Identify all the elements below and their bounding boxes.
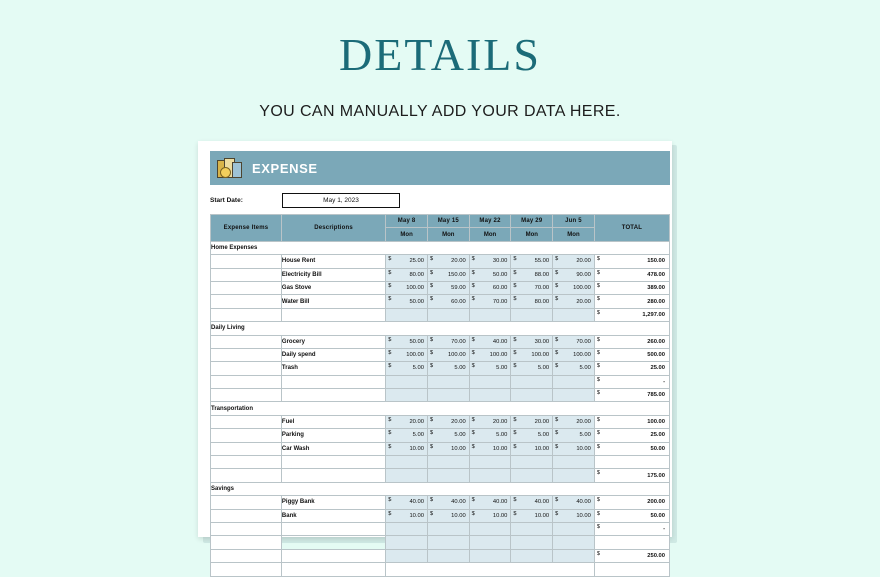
cell-description[interactable]: Electricity Bill: [281, 268, 385, 281]
cell-amount[interactable]: $ 10.00: [427, 509, 469, 522]
cell-amount[interactable]: $ 10.00: [553, 442, 595, 455]
cell-amount[interactable]: [511, 536, 553, 549]
cell-row-total: $ 260.00: [594, 335, 669, 348]
col-descriptions: Descriptions: [281, 215, 385, 242]
section-row: [211, 241, 670, 254]
cell-amount[interactable]: [553, 389, 595, 402]
cell-amount[interactable]: [427, 375, 469, 388]
col-total: TOTAL: [594, 215, 669, 242]
cell-amount[interactable]: $ 80.00: [511, 295, 553, 308]
cell-row-total: [594, 456, 669, 469]
cell-amount[interactable]: $ 20.00: [553, 295, 595, 308]
cell-description[interactable]: Gas Stove: [281, 281, 385, 294]
spreadsheet-card: [198, 141, 672, 559]
cell-amount[interactable]: $ 55.00: [511, 255, 553, 268]
cell-amount[interactable]: [553, 549, 595, 562]
section-row: [211, 482, 670, 495]
cell-expense-item[interactable]: [211, 429, 282, 442]
cell-row-total: $ 50.00: [594, 509, 669, 522]
cell-amount[interactable]: [386, 308, 428, 321]
cell-amount[interactable]: $ 150.00: [427, 268, 469, 281]
start-date-input[interactable]: May 1, 2023: [282, 193, 400, 208]
cell-description[interactable]: Bank: [281, 509, 385, 522]
cell-amount[interactable]: $ 5.00: [511, 429, 553, 442]
cell-description[interactable]: House Rent: [281, 255, 385, 268]
cell-amount[interactable]: $ 60.00: [427, 295, 469, 308]
cell-expense-item[interactable]: [211, 362, 282, 375]
cell-amount[interactable]: $ 30.00: [511, 335, 553, 348]
col-day-1: Mon: [427, 228, 469, 241]
cell-section-subtotal: $ 175.00: [594, 469, 669, 482]
cell-amount[interactable]: [469, 389, 511, 402]
cell-expense-item[interactable]: [211, 281, 282, 294]
cell-amount[interactable]: $ 20.00: [469, 415, 511, 428]
cell-expense-item[interactable]: [211, 549, 282, 562]
cell-amount[interactable]: $ 10.00: [469, 442, 511, 455]
cell-row-total: $ 25.00: [594, 429, 669, 442]
table-row: [211, 456, 670, 469]
table-row: [211, 281, 670, 294]
cell-amount[interactable]: $ 25.00: [386, 255, 428, 268]
section-row: [211, 322, 670, 335]
cell-expense-item[interactable]: [211, 295, 282, 308]
cell-amount[interactable]: [469, 308, 511, 321]
cell-amount[interactable]: [386, 563, 595, 576]
cell-amount[interactable]: [386, 389, 428, 402]
cell-amount[interactable]: $ 5.00: [553, 429, 595, 442]
table-row: [211, 255, 670, 268]
cell-description[interactable]: [281, 469, 385, 482]
cell-description[interactable]: Daily spend: [281, 348, 385, 361]
table-row: [211, 536, 670, 549]
col-day-0: Mon: [386, 228, 428, 241]
cell-expense-item[interactable]: [211, 469, 282, 482]
cell-expense-item[interactable]: [211, 563, 282, 576]
cell-description[interactable]: [281, 456, 385, 469]
cell-amount[interactable]: $ 100.00: [553, 281, 595, 294]
cell-amount[interactable]: [469, 469, 511, 482]
cell-description[interactable]: Piggy Bank: [281, 496, 385, 509]
cell-amount[interactable]: $ 100.00: [386, 281, 428, 294]
cell-row-total: $ 478.00: [594, 268, 669, 281]
cell-amount[interactable]: [386, 375, 428, 388]
cell-amount[interactable]: $ 40.00: [553, 496, 595, 509]
cell-amount[interactable]: [386, 522, 428, 535]
col-day-4: Mon: [553, 228, 595, 241]
cell-row-total: $ -: [594, 522, 669, 535]
cell-amount[interactable]: $ 30.00: [469, 255, 511, 268]
cell-expense-item[interactable]: [211, 375, 282, 388]
cell-amount[interactable]: $ 100.00: [386, 348, 428, 361]
cell-amount[interactable]: $ 5.00: [427, 362, 469, 375]
table-row: [211, 362, 670, 375]
col-date-0: May 8: [386, 215, 428, 228]
cell-amount[interactable]: [427, 456, 469, 469]
spreadsheet-inner: [210, 151, 670, 577]
banner-title: EXPENSE: [252, 160, 318, 176]
cell-description[interactable]: Parking: [281, 429, 385, 442]
cell-description[interactable]: [281, 536, 385, 549]
cell-amount[interactable]: [427, 389, 469, 402]
table-row: [211, 563, 670, 576]
cell-amount[interactable]: $ 59.00: [427, 281, 469, 294]
cell-amount[interactable]: [553, 522, 595, 535]
cell-amount[interactable]: $ 20.00: [386, 415, 428, 428]
col-date-1: May 15: [427, 215, 469, 228]
cell-amount[interactable]: $ 88.00: [511, 268, 553, 281]
cell-amount[interactable]: [511, 522, 553, 535]
cell-amount[interactable]: $ 5.00: [386, 362, 428, 375]
cell-amount[interactable]: [386, 469, 428, 482]
cell-expense-item[interactable]: [211, 415, 282, 428]
col-date-4: Jun 5: [553, 215, 595, 228]
cell-amount[interactable]: $ 5.00: [469, 429, 511, 442]
table-header-row: [211, 215, 670, 228]
cell-description[interactable]: [281, 308, 385, 321]
cell-description[interactable]: Grocery: [281, 335, 385, 348]
cell-description[interactable]: [281, 563, 385, 576]
cell-amount[interactable]: [427, 536, 469, 549]
cell-description[interactable]: Water Bill: [281, 295, 385, 308]
books-money-icon: [216, 156, 242, 180]
cell-amount[interactable]: $ 100.00: [469, 348, 511, 361]
cell-row-total: $ -: [594, 375, 669, 388]
col-expense-items: Expense Items: [211, 215, 282, 242]
start-date-label: Start Date:: [210, 196, 243, 204]
table-row: [211, 348, 670, 361]
cell-amount[interactable]: $ 70.00: [553, 335, 595, 348]
cell-amount[interactable]: [469, 375, 511, 388]
cell-description[interactable]: Fuel: [281, 415, 385, 428]
cell-amount[interactable]: [511, 389, 553, 402]
cell-amount[interactable]: [511, 549, 553, 562]
cell-amount[interactable]: $ 40.00: [469, 335, 511, 348]
cell-section-subtotal: $ 250.00: [594, 549, 669, 562]
cell-description[interactable]: [281, 389, 385, 402]
cell-amount[interactable]: $ 40.00: [427, 496, 469, 509]
cell-expense-item[interactable]: [211, 522, 282, 535]
section-title: Savings: [211, 482, 670, 495]
expense-table: [210, 214, 670, 577]
cell-amount[interactable]: [553, 308, 595, 321]
section-row: [211, 402, 670, 415]
cell-row-total: $ 389.00: [594, 281, 669, 294]
cell-description[interactable]: Trash: [281, 362, 385, 375]
cell-amount[interactable]: $ 50.00: [469, 268, 511, 281]
cell-expense-item[interactable]: [211, 496, 282, 509]
cell-amount[interactable]: [511, 456, 553, 469]
section-title: Home Expenses: [211, 241, 670, 254]
cell-amount[interactable]: [511, 469, 553, 482]
section-title: Transportation: [211, 402, 670, 415]
page-subtitle: YOU CAN MANUALLY ADD YOUR DATA HERE.: [259, 103, 621, 120]
cell-amount[interactable]: $ 5.00: [386, 429, 428, 442]
subtotal-row: [211, 308, 670, 321]
cell-amount[interactable]: $ 5.00: [427, 429, 469, 442]
cell-expense-item[interactable]: [211, 442, 282, 455]
cell-amount[interactable]: $ 40.00: [511, 496, 553, 509]
cell-amount[interactable]: $ 10.00: [427, 442, 469, 455]
cell-amount[interactable]: $ 5.00: [553, 362, 595, 375]
cell-amount[interactable]: $ 10.00: [511, 442, 553, 455]
cell-row-total: $ 150.00: [594, 255, 669, 268]
cell-amount[interactable]: $ 10.00: [386, 509, 428, 522]
cell-amount[interactable]: $ 100.00: [553, 348, 595, 361]
cell-expense-item[interactable]: [211, 308, 282, 321]
cell-amount[interactable]: $ 20.00: [427, 255, 469, 268]
cell-amount[interactable]: [386, 549, 428, 562]
cell-amount[interactable]: $ 70.00: [511, 281, 553, 294]
cell-amount[interactable]: $ 100.00: [427, 348, 469, 361]
cell-amount[interactable]: [511, 375, 553, 388]
cell-section-subtotal: $ 1,297.00: [594, 308, 669, 321]
cell-description[interactable]: Car Wash: [281, 442, 385, 455]
col-day-3: Mon: [511, 228, 553, 241]
cell-row-total: $ 200.00: [594, 496, 669, 509]
table-row: [211, 335, 670, 348]
cell-row-total: $ 500.00: [594, 348, 669, 361]
cell-amount[interactable]: $ 100.00: [511, 348, 553, 361]
section-title: Daily Living: [211, 322, 670, 335]
cell-amount[interactable]: [427, 522, 469, 535]
cell-amount[interactable]: $ 50.00: [386, 335, 428, 348]
start-date-row: [210, 189, 670, 211]
col-date-2: May 22: [469, 215, 511, 228]
cell-expense-item[interactable]: [211, 389, 282, 402]
cell-amount[interactable]: $ 20.00: [511, 415, 553, 428]
cell-section-subtotal: $ 785.00: [594, 389, 669, 402]
cell-amount[interactable]: [386, 456, 428, 469]
table-row: [211, 415, 670, 428]
cell-expense-item[interactable]: [211, 348, 282, 361]
cell-amount[interactable]: $ 60.00: [469, 281, 511, 294]
cell-amount[interactable]: [553, 536, 595, 549]
cell-amount[interactable]: $ 20.00: [553, 255, 595, 268]
cell-row-total: [594, 536, 669, 549]
cell-amount[interactable]: $ 10.00: [386, 442, 428, 455]
cell-row-total: $ 100.00: [594, 415, 669, 428]
page-title: DETAILS: [339, 29, 541, 80]
cell-amount[interactable]: $ 40.00: [469, 496, 511, 509]
cell-amount[interactable]: $ 5.00: [511, 362, 553, 375]
cell-amount[interactable]: [427, 469, 469, 482]
cell-description[interactable]: [281, 522, 385, 535]
cell-amount[interactable]: [427, 549, 469, 562]
cell-description[interactable]: [281, 375, 385, 388]
table-row: [211, 496, 670, 509]
cell-amount[interactable]: $ 10.00: [469, 509, 511, 522]
cell-amount[interactable]: $ 10.00: [511, 509, 553, 522]
cell-amount[interactable]: $ 50.00: [386, 295, 428, 308]
cell-expense-item[interactable]: [211, 255, 282, 268]
cell-row-total: $ 280.00: [594, 295, 669, 308]
cell-expense-item[interactable]: [211, 335, 282, 348]
cell-amount[interactable]: $ 20.00: [553, 415, 595, 428]
table-row: [211, 268, 670, 281]
cell-amount[interactable]: [553, 469, 595, 482]
table-row: [211, 509, 670, 522]
cell-amount[interactable]: $ 90.00: [553, 268, 595, 281]
table-row: [211, 522, 670, 535]
table-row: [211, 375, 670, 388]
table-row: [211, 442, 670, 455]
cell-expense-item[interactable]: [211, 509, 282, 522]
cell-amount[interactable]: [469, 522, 511, 535]
cell-row-total: $ 25.00: [594, 362, 669, 375]
cell-expense-item[interactable]: [211, 268, 282, 281]
cell-amount[interactable]: [553, 456, 595, 469]
cell-amount[interactable]: [386, 536, 428, 549]
cell-amount[interactable]: $ 70.00: [427, 335, 469, 348]
col-day-2: Mon: [469, 228, 511, 241]
subtotal-row: [211, 389, 670, 402]
table-row: [211, 295, 670, 308]
cell-amount[interactable]: [511, 308, 553, 321]
cell-amount[interactable]: $ 10.00: [553, 509, 595, 522]
cell-amount[interactable]: $ 80.00: [386, 268, 428, 281]
subtotal-row: [211, 549, 670, 562]
expense-banner: [210, 151, 670, 185]
cell-amount[interactable]: [469, 549, 511, 562]
cell-amount[interactable]: $ 70.00: [469, 295, 511, 308]
cell-expense-item[interactable]: [211, 536, 282, 549]
cell-amount[interactable]: [469, 456, 511, 469]
cell-row-total: [594, 563, 669, 576]
table-row: [211, 429, 670, 442]
cell-row-total: $ 50.00: [594, 442, 669, 455]
cell-amount[interactable]: [469, 536, 511, 549]
table-body: [211, 241, 670, 576]
col-date-3: May 29: [511, 215, 553, 228]
subtotal-row: [211, 469, 670, 482]
cell-expense-item[interactable]: [211, 456, 282, 469]
cell-amount[interactable]: $ 20.00: [427, 415, 469, 428]
cell-amount[interactable]: $ 5.00: [469, 362, 511, 375]
cell-amount[interactable]: [427, 308, 469, 321]
cell-description[interactable]: [281, 549, 385, 562]
cell-amount[interactable]: $ 40.00: [386, 496, 428, 509]
cell-amount[interactable]: [553, 375, 595, 388]
